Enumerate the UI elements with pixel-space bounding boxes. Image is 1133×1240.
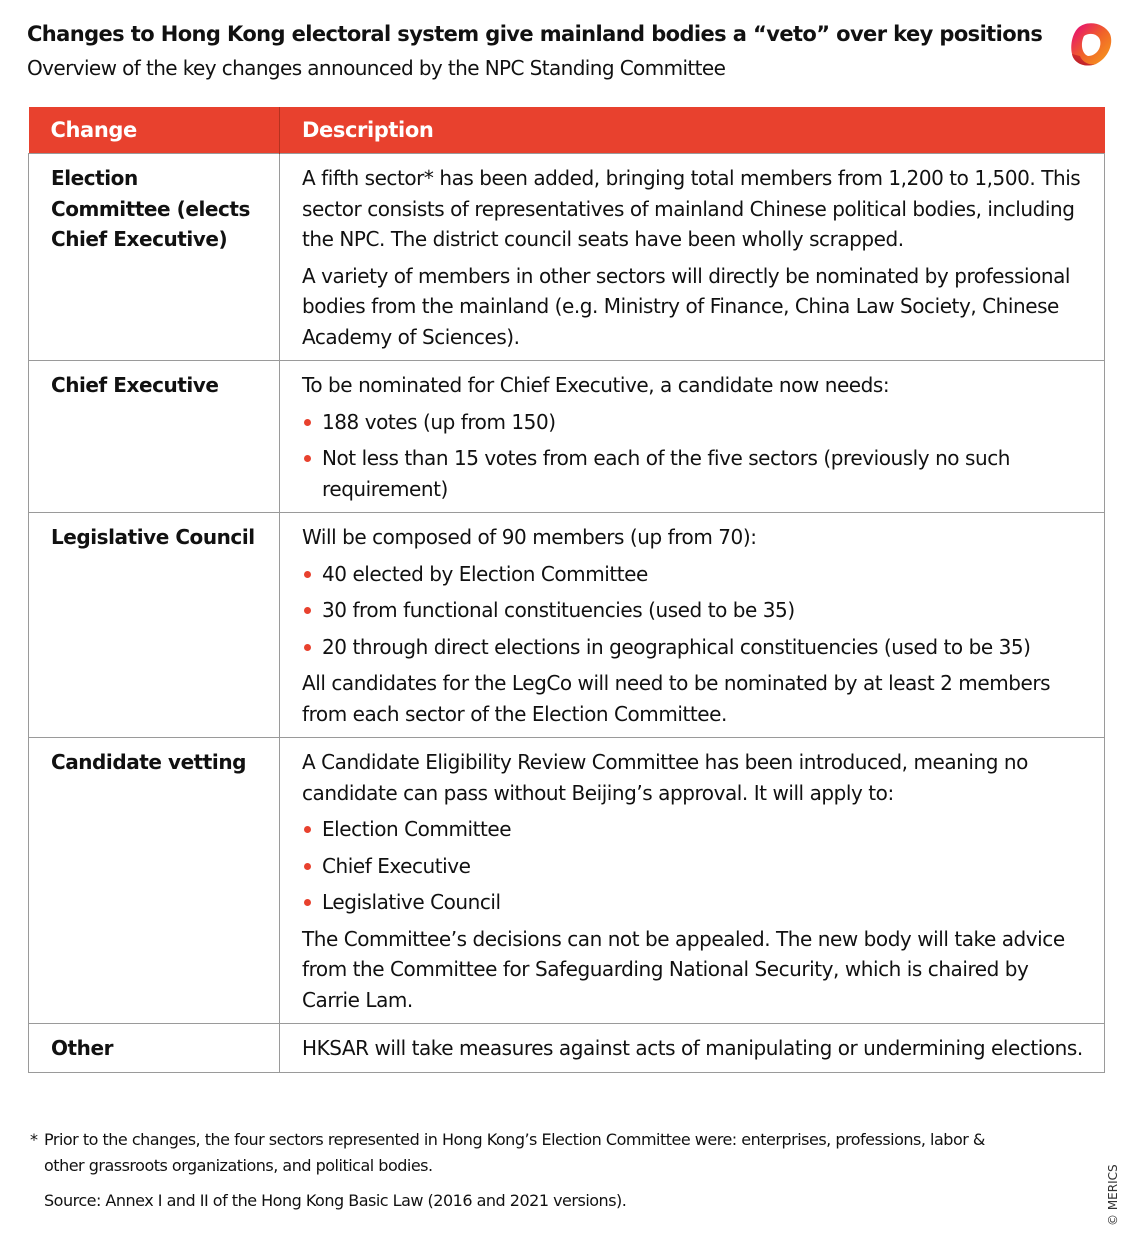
description-cell xyxy=(280,1024,1105,1073)
table-row xyxy=(29,1024,1105,1073)
copyright-label: © MERICS xyxy=(1106,1164,1120,1226)
bullet-dot-icon xyxy=(304,899,311,906)
change-cell: Election Committee (elects Chief Executive) xyxy=(29,154,280,361)
description-outro: The Committee’s decisions can not be appealed. The new body will take advice from the Committee for Safeguarding National Security, which is chaired by Carrie Lam. xyxy=(302,926,1065,1012)
bullet-text: 20 through direct elections in geographical constituencies (used to be 35) xyxy=(322,634,1031,659)
bullet-text: 40 elected by Election Committee xyxy=(322,561,648,586)
column-header-change: Change xyxy=(29,107,280,154)
page-title: Changes to Hong Kong electoral system give mainland bodies a “veto” over key positions xyxy=(27,22,1043,46)
footnote xyxy=(32,1127,1012,1179)
bullet-item xyxy=(302,443,1084,504)
bullet-item xyxy=(302,632,1084,663)
description-intro: Will be composed of 90 members (up from 70): xyxy=(302,525,757,549)
table-row xyxy=(29,738,1105,1024)
description-intro: To be nominated for Chief Executive, a candidate now needs: xyxy=(302,373,890,397)
source-note: Source: Annex I and II of the Hong Kong Basic Law (2016 and 2021 versions). xyxy=(44,1191,627,1210)
description-paragraph: A fifth sector* has been added, bringing total members from 1,200 to 1,500. This sector consists of representatives of mainland Chinese political bodies, including the NPC. The district council seats have been wholly scrapped. xyxy=(302,166,1081,251)
bullet-item xyxy=(302,814,1084,845)
description-cell xyxy=(280,361,1105,513)
changes-table xyxy=(28,107,1105,1073)
bullet-item xyxy=(302,887,1084,918)
bullet-dot-icon xyxy=(304,571,311,578)
table-header-row xyxy=(29,107,1105,154)
description-cell xyxy=(280,154,1105,361)
footnote-marker: * xyxy=(30,1130,38,1149)
bullet-dot-icon xyxy=(304,419,311,426)
bullet-dot-icon xyxy=(304,644,311,651)
column-header-description: Description xyxy=(280,107,1105,154)
change-cell: Chief Executive xyxy=(29,361,280,513)
bullet-item xyxy=(302,595,1084,626)
bullet-item xyxy=(302,559,1084,590)
bullet-text: 30 from functional constituencies (used to be 35) xyxy=(322,598,795,622)
bullet-text: Not less than 15 votes from each of the five sectors (previously no such requirement) xyxy=(322,446,1010,501)
page-subtitle: Overview of the key changes announced by the NPC Standing Committee xyxy=(27,56,726,80)
description-intro: A Candidate Eligibility Review Committee has been introduced, meaning no candidate can pass without Beijing’s approval. It will apply to: xyxy=(302,750,1028,805)
description-intro: HKSAR will take measures against acts of manipulating or undermining elections. xyxy=(302,1036,1083,1060)
description-cell xyxy=(280,738,1105,1024)
table-row xyxy=(29,361,1105,513)
bullet-dot-icon xyxy=(304,455,311,462)
description-outro: All candidates for the LegCo will need to be nominated by at least 2 members from each sector of the Election Committee. xyxy=(302,671,1051,726)
bullet-item xyxy=(302,407,1084,438)
table-row xyxy=(29,513,1105,738)
bullet-item xyxy=(302,851,1084,882)
change-cell: Candidate vetting xyxy=(29,738,280,1024)
change-cell: Other xyxy=(29,1024,280,1073)
table-row xyxy=(29,154,1105,361)
bullet-text: Election Committee xyxy=(322,817,512,841)
bullet-list xyxy=(302,559,1084,663)
description-cell xyxy=(280,513,1105,738)
bullet-text: Chief Executive xyxy=(322,853,471,878)
footnote-text: Prior to the changes, the four sectors represented in Hong Kong’s Election Committee were: enterprises, professions, labor & other grassroots organizations, and political bodies. xyxy=(44,1130,985,1175)
change-cell: Legislative Council xyxy=(29,513,280,738)
bullet-dot-icon xyxy=(304,826,311,833)
bullet-text: Legislative Council xyxy=(322,890,501,914)
description-paragraph: A variety of members in other sectors will directly be nominated by professional bodies from the mainland (e.g. Ministry of Finance, China Law Society, Chinese Academy of Sciences). xyxy=(302,263,1071,349)
bullet-dot-icon xyxy=(304,607,311,614)
bullet-text: 188 votes (up from 150) xyxy=(322,409,556,434)
bullet-dot-icon xyxy=(304,863,311,870)
bullet-list xyxy=(302,407,1084,505)
bullet-list xyxy=(302,814,1084,918)
merics-logo-icon xyxy=(1064,18,1116,70)
